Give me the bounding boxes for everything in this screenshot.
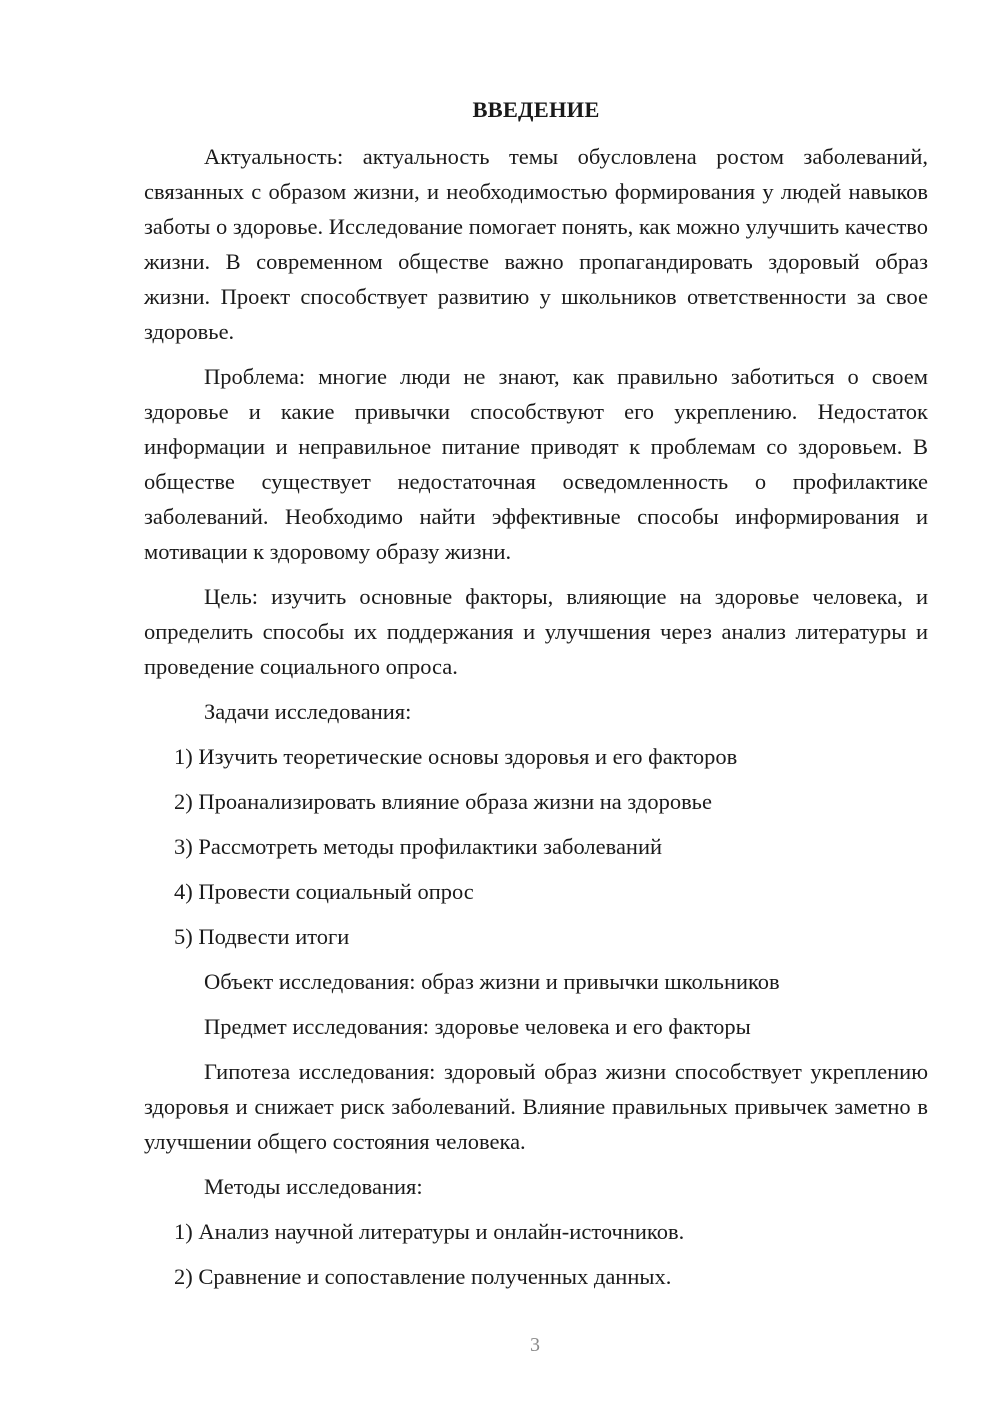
goal-paragraph: Цель: изучить основные факторы, влияющие на здоровье человека, и определить способы их поддержания и улучшения через анализ литературы и проведение социального опроса. <box>144 584 928 679</box>
page-number: 3 <box>530 1334 540 1356</box>
tasks-list <box>144 739 928 954</box>
methods-heading: Методы исследования: <box>204 1174 423 1199</box>
tasks-heading: Задачи исследования: <box>204 699 412 724</box>
subject-line: Предмет исследования: здоровье человека и его факторы <box>204 1014 751 1039</box>
section-title: ВВЕДЕНИЕ <box>472 97 600 122</box>
methods-list <box>144 1214 928 1294</box>
list-item: 4) Провести социальный опрос <box>174 879 474 904</box>
object-line: Объект исследования: образ жизни и привычки школьников <box>204 969 780 994</box>
list-item: 1) Изучить теоретические основы здоровья и его факторов <box>174 744 738 769</box>
hypothesis-paragraph: Гипотеза исследования: здоровый образ жизни способствует укреплению здоровья и снижает риск заболеваний. Влияние правильных привычек заметно в улучшении общего состояния человека. <box>144 1059 928 1154</box>
problem-paragraph: Проблема: многие люди не знают, как правильно заботиться о своем здоровье и какие привычки способствуют его укреплению. Недостаток информации и неправильное питание приводят к проблемам со здоровьем. В обществе существует недостаточная осведомленность о профилактике заболеваний. Необходимо найти эффективные способы информирования и мотивации к здоровому образу жизни. <box>144 364 928 564</box>
list-item: 3) Рассмотреть методы профилактики заболеваний <box>174 834 663 859</box>
relevance-paragraph: Актуальность: актуальность темы обусловлена ростом заболеваний, связанных с образом жизни, и необходимостью формирования у людей навыков заботы о здоровье. Исследование помогает понять, как можно улучшить качество жизни. В современном обществе важно пропагандировать здоровый образ жизни. Проект способствует развитию у школьников ответственности за свое здоровье. <box>144 144 928 344</box>
list-item: 2) Сравнение и сопоставление полученных данных. <box>174 1264 672 1289</box>
list-item: 5) Подвести итоги <box>174 924 350 949</box>
list-item: 2) Проанализировать влияние образа жизни на здоровье <box>174 789 712 814</box>
document-page <box>144 92 928 1304</box>
list-item: 1) Анализ научной литературы и онлайн-источников. <box>174 1219 685 1244</box>
